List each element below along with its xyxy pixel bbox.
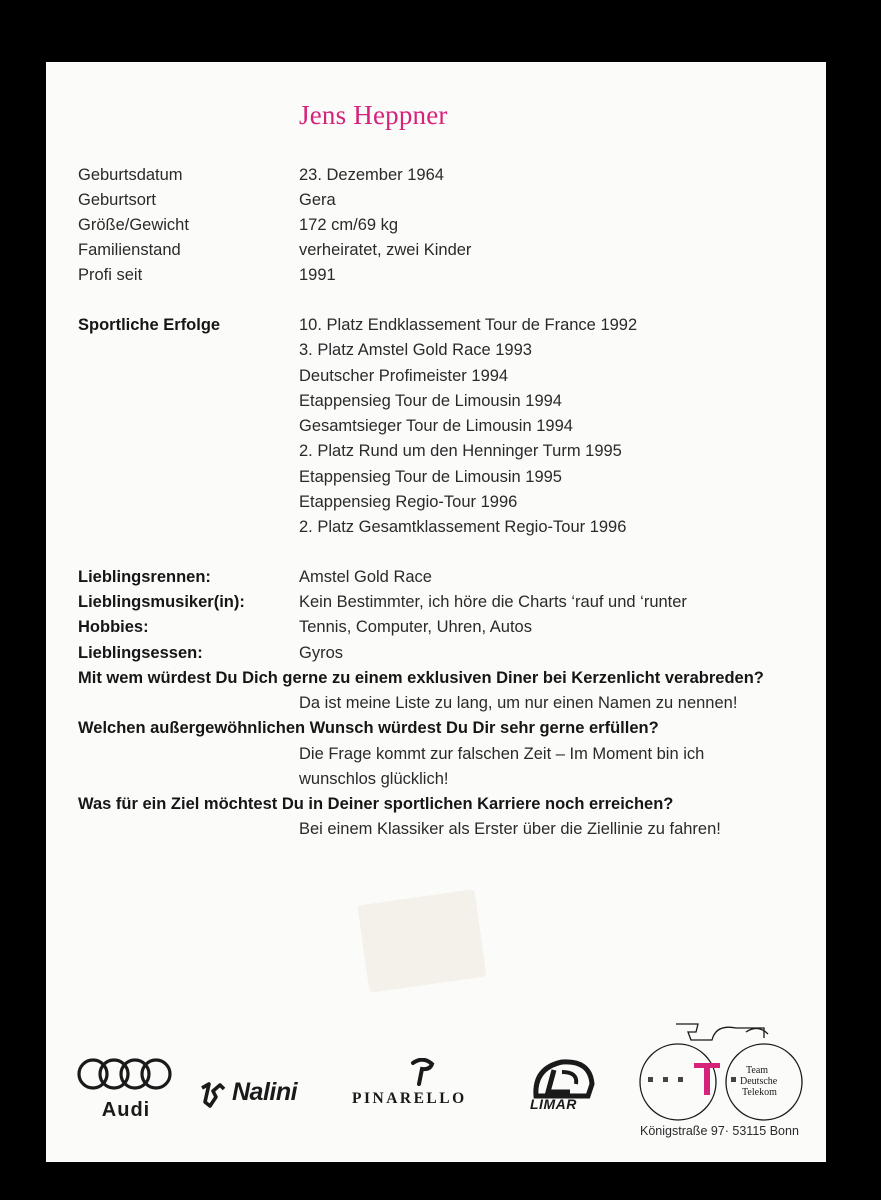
- achievement-item: 3. Platz Amstel Gold Race 1993: [299, 341, 532, 359]
- label-pro-since: Profi seit: [78, 266, 143, 284]
- value-favorite-race: Amstel Gold Race: [299, 568, 432, 586]
- label-family: Familienstand: [78, 241, 181, 259]
- value-favorite-food: Gyros: [299, 644, 344, 662]
- achievement-item: Gesamtsieger Tour de Limousin 1994: [299, 417, 573, 435]
- value-family: verheiratet, zwei Kinder: [299, 241, 472, 259]
- achievement-item: Etappensieg Tour de Limousin 1994: [299, 392, 562, 410]
- value-birthplace: Gera: [299, 191, 336, 209]
- audi-rings-icon: [76, 1055, 176, 1093]
- pinarello-wordmark: PINARELLO: [352, 1090, 467, 1107]
- value-birthdate: 23. Dezember 1964: [299, 166, 444, 184]
- telekom-text-deutsche: Deutsche: [740, 1076, 778, 1087]
- label-birthdate: Geburtsdatum: [78, 166, 183, 184]
- nalini-emblem-icon: [198, 1079, 228, 1109]
- achievement-item: Etappensieg Tour de Limousin 1995: [299, 468, 562, 486]
- paper-stain: [357, 889, 486, 993]
- address: Königstraße 97· 53115 Bonn: [640, 1124, 799, 1138]
- label-favorite-food: Lieblingsessen:: [78, 644, 203, 662]
- audi-logo: [76, 1055, 176, 1121]
- telekom-text-team: Team: [746, 1065, 769, 1076]
- telekom-bike-icon: [636, 1022, 806, 1122]
- question: Was für ein Ziel möchtest Du in Deiner sportlichen Karriere noch erreichen?: [78, 795, 674, 813]
- achievement-item: Etappensieg Regio-Tour 1996: [299, 493, 518, 511]
- team-telekom-logo: [636, 1022, 806, 1122]
- achievement-item: 2. Platz Gesamtklassement Regio-Tour 1996: [299, 518, 627, 536]
- autograph-card: [46, 62, 826, 1162]
- answer: Da ist meine Liste zu lang, um nur einen Namen zu nennen!: [299, 694, 738, 712]
- pinarello-logo: [352, 1058, 492, 1110]
- nalini-logo: [198, 1078, 323, 1110]
- achievement-item: 2. Platz Rund um den Henninger Turm 1995: [299, 442, 622, 460]
- question: Mit wem würdest Du Dich gerne zu einem exklusiven Diner bei Kerzenlicht verabreden?: [78, 669, 764, 687]
- label-favorite-musician: Lieblingsmusiker(in):: [78, 593, 245, 611]
- value-favorite-musician: Kein Bestimmter, ich höre die Charts ‘rauf und ‘runter: [299, 593, 687, 611]
- label-hobbies: Hobbies:: [78, 618, 149, 636]
- value-pro-since: 1991: [299, 266, 336, 284]
- answer: Bei einem Klassiker als Erster über die Ziellinie zu fahren!: [299, 820, 721, 838]
- audi-wordmark: Audi: [101, 1099, 151, 1121]
- label-size-weight: Größe/Gewicht: [78, 216, 189, 234]
- answer: Die Frage kommt zur falschen Zeit – Im Moment bin ich: [299, 745, 705, 763]
- limar-logo: [528, 1058, 600, 1118]
- achievement-item: Deutscher Profimeister 1994: [299, 367, 509, 385]
- pinarello-emblem-icon: [408, 1058, 438, 1086]
- nalini-wordmark: Nalini: [232, 1078, 298, 1106]
- value-hobbies: Tennis, Computer, Uhren, Autos: [299, 618, 532, 636]
- label-birthplace: Geburtsort: [78, 191, 156, 209]
- value-size-weight: 172 cm/69 kg: [299, 216, 399, 234]
- achievement-item: 10. Platz Endklassement Tour de France 1992: [299, 316, 638, 334]
- limar-wordmark: LIMAR: [530, 1096, 577, 1112]
- answer: wunschlos glücklich!: [299, 770, 449, 788]
- telekom-text-telekom: Telekom: [742, 1087, 777, 1098]
- question: Welchen außergewöhnlichen Wunsch würdest Du Dir sehr gerne erfüllen?: [78, 719, 659, 737]
- achievements-label: Sportliche Erfolge: [78, 316, 221, 334]
- rider-name: Jens Heppner: [299, 100, 448, 130]
- label-favorite-race: Lieblingsrennen:: [78, 568, 211, 586]
